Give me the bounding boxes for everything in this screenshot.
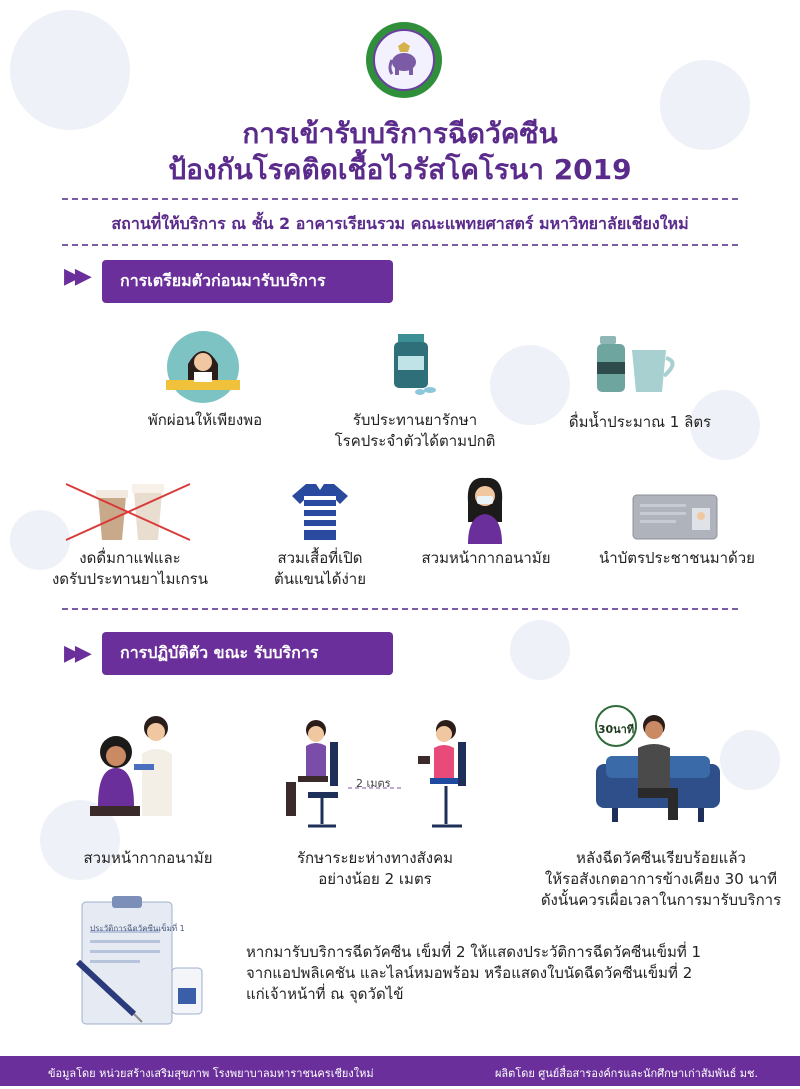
caption-line: นำบัตรประชาชนมาด้วย	[599, 549, 755, 567]
caption-mask-during	[58, 848, 238, 869]
caption-mask	[396, 548, 576, 569]
caption-line: สวมเสื้อที่เปิด	[277, 549, 363, 567]
section-heading-prepare: การเตรียมตัวก่อนมารับบริการ	[102, 260, 393, 303]
caption-line: ดังนั้นควรเผื่อเวลาในการมารับบริการ	[540, 891, 782, 909]
caption-line: รักษาระยะห่างทางสังคม	[296, 849, 454, 867]
water-bottle-and-cup-icon	[596, 334, 682, 394]
caption-line: หลังฉีดวัคซีนเรียบร้อยแล้ว	[576, 849, 746, 867]
social-distancing-scene-icon	[272, 716, 472, 830]
caption-line: งดดื่มกาแฟและ	[79, 549, 181, 567]
page-title-line2: ป้องกันโรคติดเชื้อไวรัสโคโรนา 2019	[168, 153, 632, 186]
caption-line: รับประทานยารักษา	[352, 411, 478, 429]
striped-shirt-icon	[292, 482, 348, 540]
university-seal-icon	[366, 22, 442, 98]
caption-line: ให้รอสังเกตอาการข้างเคียง 30 นาที	[544, 870, 778, 888]
resting-person-icon	[166, 330, 240, 404]
caption-shirt	[250, 548, 390, 590]
double-arrow-icon: ▶▶	[64, 264, 86, 289]
note-line: หากมารับบริการฉีดวัคซีน เข็มที่ 2 ให้แสดงประวัติการฉีดวัคซีนเข็มที่ 1	[246, 943, 702, 961]
caption-line: พักผ่อนให้เพียงพอ	[147, 411, 263, 429]
footer-bar	[0, 1056, 800, 1086]
caption-id-card	[584, 548, 770, 569]
caption-water	[540, 412, 740, 433]
vaccine-record-clipboard-icon	[76, 896, 226, 1036]
note-line: แก่เจ้าหน้าที่ ณ จุดวัดไข้	[246, 985, 404, 1003]
medicine-bottle-icon	[392, 332, 438, 396]
divider	[62, 244, 738, 246]
caption-line: สวมหน้ากากอนามัย	[83, 849, 213, 867]
no-coffee-icon	[64, 482, 192, 542]
service-location: สถานที่ให้บริการ ณ ชั้น 2 อาคารเรียนรวม คณะแพทยศาสตร์ มหาวิทยาลัยเชียงใหม่	[111, 214, 689, 233]
record-label: ประวัติการฉีดวัคซีนเข็มที่ 1	[90, 924, 185, 933]
id-card-icon	[632, 494, 718, 540]
vaccination-scene-icon	[84, 706, 194, 826]
caption-distancing	[270, 848, 480, 890]
second-dose-note	[246, 942, 776, 1005]
distance-label: 2 เมตร	[356, 777, 391, 790]
background-virus-shape	[720, 730, 780, 790]
caption-medicine	[310, 410, 520, 452]
page-title: การเข้ารับบริการฉีดวัคซีน	[242, 117, 558, 150]
caption-line: อย่างน้อย 2 เมตร	[318, 870, 432, 888]
footer-credit-left: ข้อมูลโดย หน่วยสร้างเสริมสุขภาพ โรงพยาบาลมหาราชนครเชียงใหม่	[48, 1067, 374, 1080]
timer-label: 30นาที	[597, 723, 635, 736]
caption-line: โรคประจำตัวได้ตามปกติ	[334, 432, 496, 450]
background-virus-shape	[510, 620, 570, 680]
divider	[62, 608, 738, 610]
footer-credit-right: ผลิตโดย ศูนย์สื่อสารองค์กรและนักศึกษาเก่าสัมพันธ์ มช.	[494, 1067, 758, 1080]
caption-no-coffee	[30, 548, 230, 590]
divider	[62, 198, 738, 200]
caption-line: ต้นแขนได้ง่าย	[274, 570, 366, 588]
double-arrow-icon: ▶▶	[64, 641, 86, 666]
caption-line: สวมหน้ากากอนามัย	[421, 549, 551, 567]
caption-rest	[110, 410, 300, 431]
caption-line: งดรับประทานยาไมเกรน	[51, 570, 208, 588]
caption-waiting	[524, 848, 798, 911]
section-heading-during: การปฏิบัติตัว ขณะ รับบริการ	[102, 632, 393, 675]
caption-line: ดื่มน้ำประมาณ 1 ลิตร	[568, 413, 712, 431]
masked-woman-icon	[462, 476, 508, 544]
note-line: จากแอปพลิเคชัน และไลน์หมอพร้อม หรือแสดงใบนัดฉีดวัคซีนเข็มที่ 2	[246, 964, 693, 982]
